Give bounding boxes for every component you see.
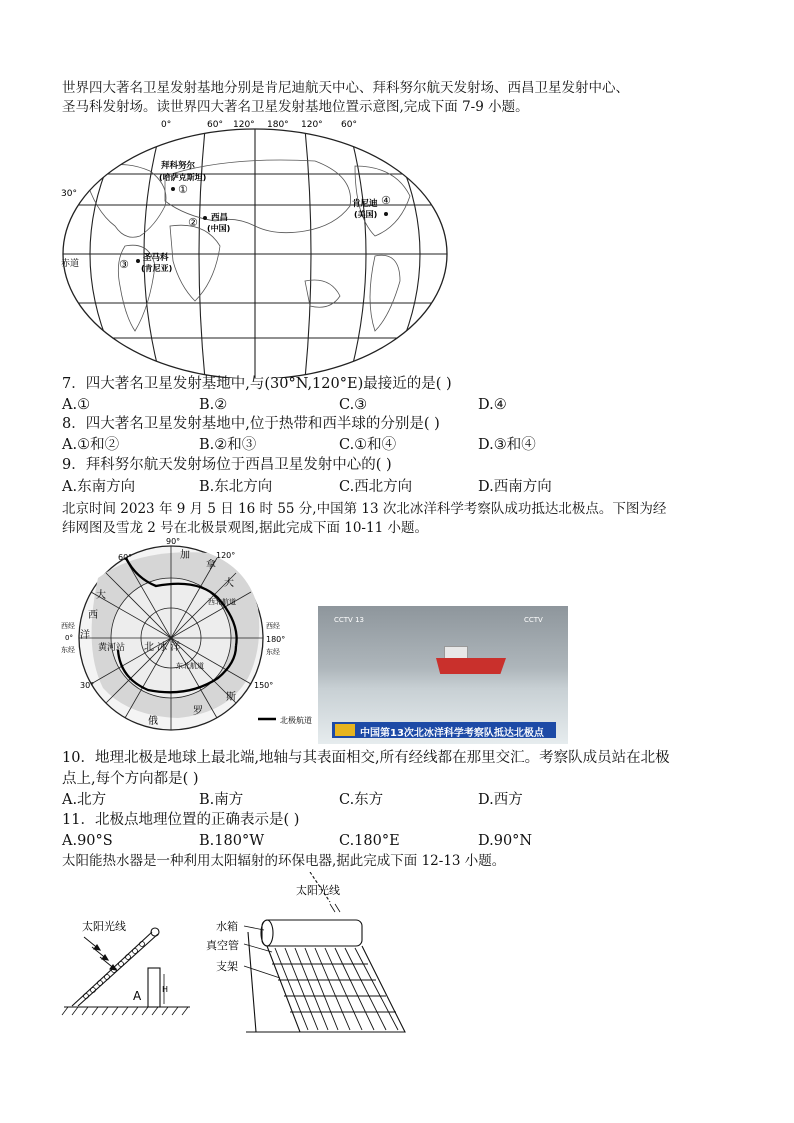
- option[interactable]: A.①: [62, 397, 91, 413]
- tick-label: 0°: [161, 120, 172, 130]
- arctic-photo: [318, 606, 568, 744]
- deg-label: 西经: [266, 622, 280, 630]
- tick-label: 120°: [233, 120, 255, 130]
- question-9: 9．拜科努尔航天发射场位于西昌卫星发射中心的( ): [62, 457, 392, 473]
- deg-label: 东经: [61, 646, 75, 654]
- place-label: 洋: [80, 630, 90, 641]
- place-label: 罗: [193, 706, 203, 717]
- site-marker: [203, 216, 207, 220]
- site-num: ①: [178, 183, 188, 196]
- place-label: 俄: [148, 716, 158, 727]
- label-a: A: [133, 989, 142, 1003]
- option[interactable]: D.④: [478, 397, 507, 413]
- option[interactable]: B.东北方向: [199, 479, 273, 495]
- deg-label: 60°: [118, 553, 133, 562]
- site-num: ④: [381, 194, 391, 207]
- option[interactable]: C.东方: [339, 792, 384, 808]
- option[interactable]: B.②和③: [199, 437, 257, 453]
- tick-label: 60°: [341, 120, 357, 130]
- site-marker: [136, 259, 140, 263]
- label-sunlight-right: 太阳光线: [296, 884, 340, 897]
- site-country: (肯尼亚): [141, 264, 173, 273]
- deg-label: 30°: [80, 681, 95, 690]
- place-label: 斯: [226, 692, 236, 703]
- option[interactable]: A.90°S: [62, 833, 113, 849]
- place-label: 大: [96, 590, 106, 601]
- question-11: 11．北极点地理位置的正确表示是( ): [62, 812, 300, 828]
- tick-label: 120°: [301, 120, 323, 130]
- option[interactable]: D.西南方向: [478, 479, 552, 495]
- site-marker: [171, 187, 175, 191]
- channel-logo: CCTV 13: [334, 616, 364, 624]
- legend-label: 北极航道: [280, 716, 312, 725]
- site-country: (哈萨克斯坦): [159, 173, 207, 182]
- deg-label: 东经: [266, 648, 280, 656]
- site-country: (美国): [354, 210, 378, 219]
- question-10-cont: 点上,每个方向都是( ): [62, 771, 199, 787]
- option[interactable]: D.西方: [478, 792, 523, 808]
- solar-heater-figure: [60, 872, 420, 1037]
- route-label: 东北航道: [176, 662, 204, 670]
- place-label: 北 冰 洋: [144, 642, 181, 653]
- option[interactable]: C.①和④: [339, 437, 397, 453]
- site-name: 肯尼迪: [352, 199, 378, 209]
- option[interactable]: B.南方: [199, 792, 244, 808]
- label-h: H: [162, 985, 169, 994]
- site-marker: [384, 212, 388, 216]
- place-label: 大: [224, 578, 234, 589]
- deg-label: 西经: [61, 622, 75, 630]
- ship: [436, 646, 506, 674]
- option[interactable]: A.北方: [62, 792, 107, 808]
- label-frame: 支架: [216, 960, 238, 973]
- site-country: (中国): [207, 224, 231, 233]
- site-num: ③: [119, 258, 129, 271]
- option[interactable]: C.西北方向: [339, 479, 413, 495]
- deg-label: 0°: [65, 634, 73, 642]
- deg-label: 150°: [254, 681, 274, 690]
- route-label: 西北航道: [208, 598, 236, 606]
- equator-label: 赤道: [61, 259, 80, 269]
- caption-badge: [335, 724, 355, 736]
- deg-label: 90°: [166, 538, 181, 546]
- label-tank: 水箱: [216, 920, 238, 933]
- option[interactable]: D.90°N: [478, 833, 533, 849]
- intro-line: 圣马科发射场。读世界四大著名卫星发射基地位置示意图,完成下面 7-9 小题。: [62, 99, 529, 115]
- question-8: 8．四大著名卫星发射基地中,位于热带和西半球的分别是( ): [62, 416, 440, 432]
- world-map: [55, 116, 455, 378]
- site-name: 拜科努尔: [161, 161, 196, 171]
- tick-label: 180°: [267, 120, 289, 130]
- deg-label: 120°: [216, 551, 236, 560]
- option[interactable]: C.③: [339, 397, 368, 413]
- lat-label: 30°: [61, 189, 77, 199]
- option[interactable]: C.180°E: [339, 833, 400, 849]
- question-10: 10．地理北极是地球上最北端,地轴与其表面相交,所有经线都在那里交汇。考察队成员站在北极: [62, 750, 670, 766]
- label-tube: 真空管: [206, 939, 239, 952]
- site-name: 圣马科: [143, 253, 169, 263]
- intro-line: 北京时间 2023 年 9 月 5 日 16 时 55 分,中国第 13 次北冰洋科学考察队成功抵达北极点。下图为经: [62, 501, 667, 517]
- place-label: 加: [180, 550, 190, 561]
- label-sunlight-left: 太阳光线: [82, 920, 126, 933]
- intro-line: 太阳能热水器是一种利用太阳辐射的环保电器,据此完成下面 12-13 小题。: [62, 853, 506, 869]
- option[interactable]: A.东南方向: [62, 479, 136, 495]
- intro-line: 世界四大著名卫星发射基地分别是肯尼迪航天中心、拜科努尔航天发射场、西昌卫星发射中心、: [62, 80, 629, 96]
- question-7: 7．四大著名卫星发射基地中,与(30°N,120°E)最接近的是( ): [62, 376, 452, 392]
- polar-map: [58, 538, 318, 738]
- option[interactable]: D.③和④: [478, 437, 536, 453]
- place-label: 拿: [206, 560, 216, 571]
- option[interactable]: B.②: [199, 397, 228, 413]
- place-label: 西: [88, 610, 98, 621]
- channel-logo-right: CCTV: [524, 616, 543, 624]
- intro-line: 纬网图及雪龙 2 号在北极景观图,据此完成下面 10-11 小题。: [62, 520, 428, 536]
- tick-label: 60°: [207, 120, 223, 130]
- option[interactable]: A.①和②: [62, 437, 120, 453]
- option[interactable]: B.180°W: [199, 833, 265, 849]
- deg-label: 180°: [266, 635, 286, 644]
- site-name: 西昌: [211, 213, 229, 223]
- caption-text: 中国第13次北冰洋科学考察队抵达北极点: [360, 728, 544, 739]
- place-label: 黄河站: [98, 643, 126, 653]
- caption-bar: [332, 722, 556, 738]
- site-num: ②: [188, 216, 198, 229]
